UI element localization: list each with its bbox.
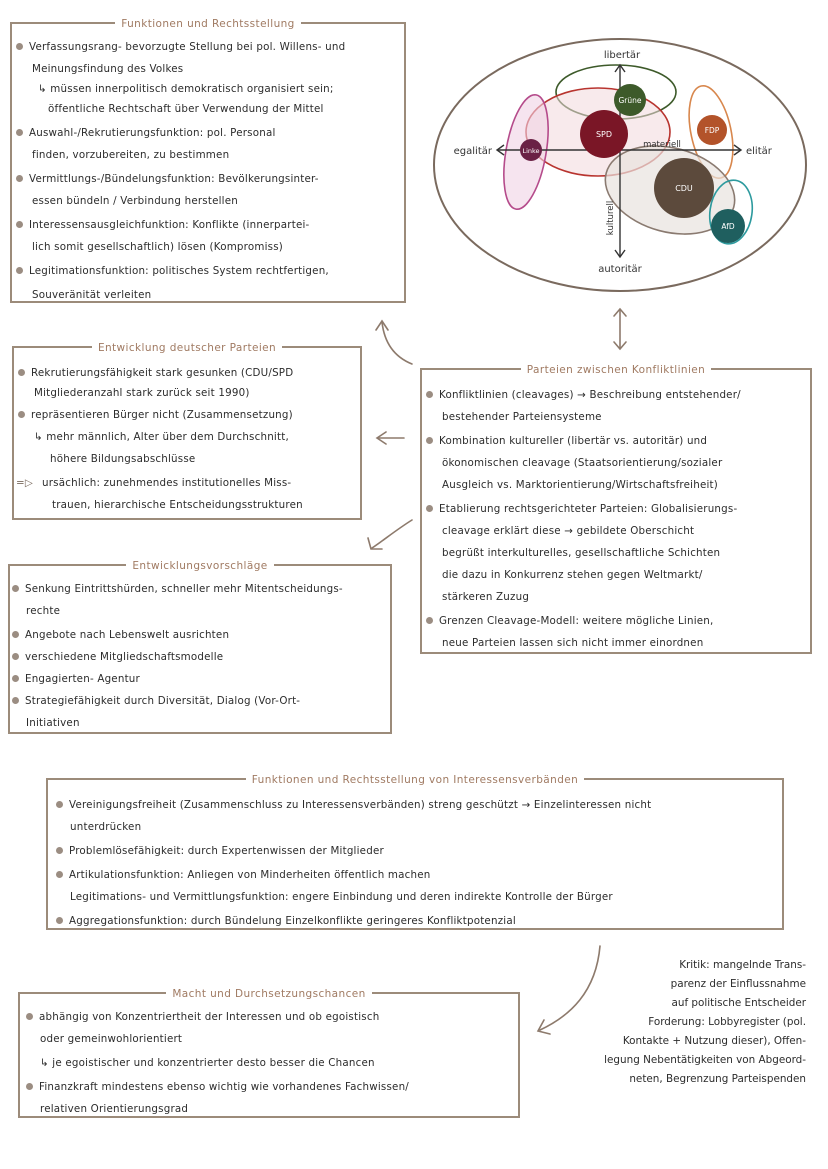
conflicts-line: Konfliktlinien (cleavages) → Beschreibung entstehender/ [439,389,741,401]
functions-line: Meinungsfindung des Volkes [32,63,184,75]
proposals-line: Engagierten- Agentur [25,673,140,685]
conflicts-line: stärkeren Zuzug [442,591,530,603]
conflicts-line: neue Parteien lassen sich nicht immer einordnen [442,637,704,649]
bullet-dot [426,617,433,624]
bullet-dot [26,1013,33,1020]
development-line: trauen, hierarchische Entscheidungsstrukturen [52,499,303,511]
party-label-afd: AfD [721,222,735,231]
bullet-dot [18,369,25,376]
functions-line: finden, vorzubereiten, zu bestimmen [32,149,230,161]
power-box [18,988,520,1118]
bullet-dot [56,847,63,854]
power-line: Finanzkraft mindestens ebenso wichtig wie vorhandenes Fachwissen/ [39,1081,409,1093]
development-line: Mitgliederanzahl stark zurück seit 1990) [34,387,250,399]
functions-line: Vermittlungs-/Bündelungsfunktion: Bevölkerungsinter- [29,173,319,185]
proposals-line: Angebote nach Lebenswelt ausrichten [25,629,230,641]
proposals-line: Strategiefähigkeit durch Diversität, Dialog (Vor-Ort- [25,695,301,707]
critique-line: Forderung: Lobbyregister (pol. [648,1016,806,1028]
functions-line: essen bündeln / Verbindung herstellen [32,195,239,207]
functions-line: Verfassungsrang- bevorzugte Stellung bei pol. Willens- und [29,41,346,53]
functions-line: Auswahl-/Rekrutierungsfunktion: pol. Personal [29,127,276,139]
conflicts-line: Kombination kultureller (libertär vs. autoritär) und [439,435,708,447]
party-label-fdp: FDP [704,126,720,135]
proposals-line: Senkung Eintrittshürden, schneller mehr Mitentscheidungs- [25,583,343,595]
implies-arrow-icon: =▷ [16,477,33,489]
proposals-line: rechte [26,605,61,617]
development-line: höhere Bildungsabschlüsse [50,453,196,465]
critique-line: Kritik: mangelnde Trans- [679,959,806,971]
conflicts-line: cleavage erklärt diese → gebildete Oberschicht [442,525,695,537]
critique-line: parenz der Einflussnahme [670,978,806,990]
bullet-dot [56,801,63,808]
associations-line: Aggregationsfunktion: durch Bündelung Einzelkonflikte geringeres Konfliktpotenzial [69,915,516,927]
bullet-dot [426,391,433,398]
conflicts-title: Parteien zwischen Konfliktlinien [521,364,711,376]
bullet-dot [18,411,25,418]
bullet-dot [12,631,19,638]
bullet-dot [12,675,19,682]
development-line: repräsentieren Bürger nicht (Zusammensetzung) [31,409,293,421]
functions-line: ↳ müssen innerpolitisch demokratisch organisiert sein; [38,83,334,95]
functions-title: Funktionen und Rechtsstellung [115,18,301,30]
bullet-dot [56,917,63,924]
critique-line: Kontakte + Nutzung dieser), Offen- [622,1035,806,1047]
axis-label-autoritaer: autoritär [598,264,642,275]
functions-line: Souveränität verleiten [32,289,152,301]
functions-line: lich somit gesellschaftlich) lösen (Kompromiss) [32,241,284,253]
development-title: Entwicklung deutscher Parteien [92,342,282,354]
bullet-dot [12,585,19,592]
associations-line: Artikulationsfunktion: Anliegen von Minderheiten öffentlich machen [69,869,431,881]
associations-box [46,774,784,930]
party-label-spd: SPD [595,130,613,139]
proposals-box [8,560,392,734]
conflicts-line: begrüßt interkulturelles, gesellschaftliche Schichten [442,547,721,559]
development-line: ursächlich: zunehmendes institutionelles Miss- [42,477,292,489]
conflicts-line: bestehender Parteiensysteme [442,411,602,423]
conflicts-line: Etablierung rechtsgerichteter Parteien: Globalisierungs- [439,503,738,515]
axis-label-egalitaer: egalitär [453,146,492,157]
associations-line: Problemlösefähigkeit: durch Expertenwissen der Mitglieder [69,845,384,857]
bullet-dot [26,1083,33,1090]
development-line: ↳ mehr männlich, Alter über dem Durchschnitt, [34,431,289,443]
conflicts-box [420,364,812,654]
party-label-linke: Linke [522,147,540,155]
bullet-dot [426,437,433,444]
critique-line: auf politische Entscheider [671,997,806,1009]
functions-line: öffentliche Rechtschaft über Verwendung der Mittel [48,103,324,115]
functions-line: Interessensausgleichfunktion: Konflikte (innerpartei- [29,219,310,231]
critique-line: neten, Begrenzung Parteispenden [629,1073,806,1085]
power-line: relativen Orientierungsgrad [40,1103,189,1115]
axis-label-libertaer: libertär [603,50,641,61]
axis-label-elitaer: elitär [746,146,772,157]
conflicts-line: Grenzen Cleavage-Modell: weitere mögliche Linien, [439,615,714,627]
bullet-dot [12,653,19,660]
proposals-line: Initiativen [26,717,80,729]
associations-line: unterdrücken [70,821,142,833]
party-label-cdu: CDU [675,184,693,193]
conflicts-line: ökonomischen cleavage (Staatsorientierung/sozialer [442,457,723,469]
associations-title: Funktionen und Rechtsstellung von Interessensverbänden [246,774,584,786]
axis-label-materiell: materiell [643,140,681,150]
critique-line: legung Nebentätigkeiten von Abgeord- [604,1054,806,1066]
conflicts-line: Ausgleich vs. Marktorientierung/Wirtschaftsfreiheit) [442,479,718,491]
associations-line: Vereinigungsfreiheit (Zusammenschluss zu Interessensverbänden) streng geschützt → Einzelinteressen nicht [69,799,652,811]
power-line: abhängig von Konzentriertheit der Interessen und ob egoistisch [39,1011,380,1023]
arrow-to-proposals [372,520,412,548]
functions-line: Legitimationsfunktion: politisches System rechtfertigen, [29,265,329,277]
bullet-dot [426,505,433,512]
power-line: oder gemeinwohlorientiert [40,1033,183,1045]
development-line: Rekrutierungsfähigkeit stark gesunken (CDU/SPD [31,367,294,379]
arrow-to-proposals-head [368,538,382,549]
bullet-dot [12,697,19,704]
critique-note [534,956,806,1089]
development-box [12,342,362,520]
power-line: ↳ je egoistischer und konzentrierter desto besser die Chancen [40,1057,375,1069]
power-title: Macht und Durchsetzungschancen [166,988,371,1000]
axis-label-kulturell: kulturell [606,200,616,236]
proposals-title: Entwicklungsvorschläge [126,560,273,572]
party-label-gruene: Grüne [618,96,642,105]
proposals-line: verschiedene Mitgliedschaftsmodelle [25,651,224,663]
associations-line: Legitimations- und Vermittlungsfunktion: engere Einbindung und deren indirekte Kontrolle der Bürger [70,891,613,903]
conflicts-line: die dazu in Konkurrenz stehen gegen Weltmarkt/ [442,569,703,581]
bullet-dot [56,871,63,878]
